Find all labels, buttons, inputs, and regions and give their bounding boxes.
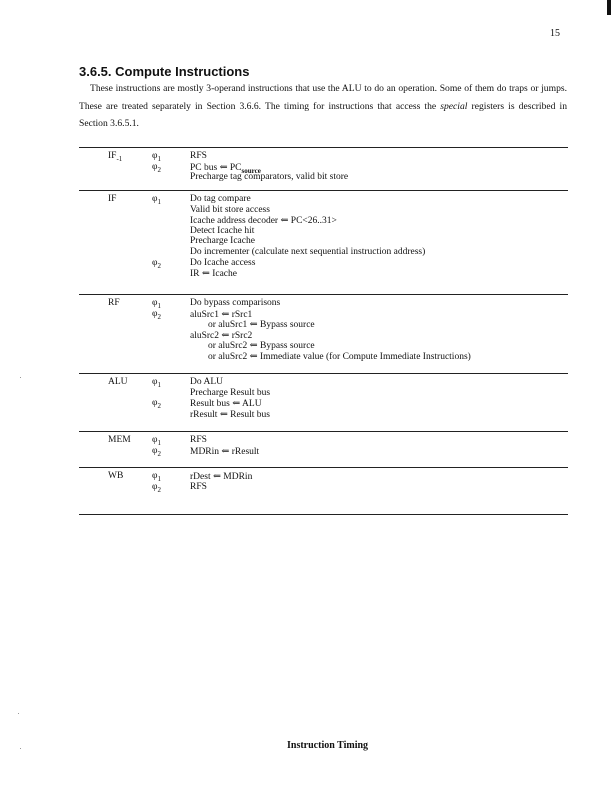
table-bottom-rule (79, 514, 568, 515)
stage-name-subscript: -1 (116, 154, 123, 163)
intro-text-1: These instructions are mostly 3-operand instructions that use the ALU to do an operation. Some of them do traps or jumps. These are treated separately in Section 3.6.6. The timing for instructions that access the (79, 83, 567, 112)
timing-row (79, 268, 568, 279)
phase-label: $\varphi_2$ (152, 481, 161, 494)
operation-text: RFS (190, 481, 207, 492)
operation-text: aluSrc1 ⇐ rSrc1 (190, 309, 253, 320)
operation-text: RFS (190, 435, 207, 445)
page-number: 15 (550, 28, 560, 39)
operation-text: Do bypass comparisons (190, 298, 281, 308)
pipeline-stage-rf (79, 294, 568, 367)
pipeline-stage-if (79, 190, 568, 284)
phase-subscript: 2 (157, 261, 161, 270)
operation-text: RFS (190, 151, 207, 161)
phase-subscript: 1 (157, 474, 161, 483)
timing-row (79, 388, 568, 399)
stage-name: $IF_{-1}$ (108, 151, 123, 163)
timing-row (79, 205, 568, 216)
phase-label: $\varphi_1$ (152, 194, 161, 206)
timing-row (79, 351, 568, 362)
timing-row (79, 309, 568, 320)
operation-text: IR ⇐ Icache (190, 269, 237, 280)
operation-text: Result bus ⇐ ALU (190, 399, 262, 410)
phase-label: $\varphi_1$ (152, 298, 161, 310)
phase-label: $\varphi_2$ (152, 257, 161, 270)
stage-name: IF (108, 194, 117, 204)
pipeline-stage-wb (79, 467, 568, 497)
intro-paragraph (79, 80, 567, 133)
operation-text: rDest ⇐ MDRin (190, 472, 253, 482)
phase-subscript: 1 (157, 380, 161, 389)
pipeline-stage-mem (79, 431, 568, 461)
intro-text-2: registers is described in Section 3.6.5.1. (79, 100, 567, 129)
timing-row (79, 398, 568, 409)
operation-text: Precharge Result bus (190, 387, 271, 398)
pipeline-stage-if-minus-1 (79, 147, 568, 188)
phase-label: $\varphi_2$ (152, 308, 161, 321)
timing-row (79, 319, 568, 330)
page-footer: Instruction Timing (287, 740, 369, 751)
timing-row (79, 172, 568, 183)
phase-label: $\varphi_2$ (152, 398, 161, 411)
timing-row (79, 446, 568, 457)
timing-row (79, 194, 568, 205)
operation-text: MDRin ⇐ rResult (190, 446, 260, 457)
phase-subscript: 1 (157, 154, 161, 163)
scan-speck (20, 748, 21, 749)
operation-subscript: source (241, 166, 261, 175)
timing-row (79, 471, 568, 482)
timing-row (79, 377, 568, 388)
operation-text: or aluSrc1 ⇐ Bypass source (208, 320, 315, 331)
intro-emphasis: special (440, 100, 468, 112)
timing-row (79, 226, 568, 237)
operation-text: Precharge tag comparators, valid bit store (190, 172, 349, 183)
timing-row (79, 340, 568, 351)
operation-text: Do Icache access (190, 257, 256, 268)
operation-text: Do ALU (190, 377, 223, 387)
timing-row (79, 258, 568, 269)
timing-row (79, 298, 568, 309)
section-heading: 3.6.5. Compute Instructions (79, 64, 250, 79)
operation-text: Detect Icache hit (190, 225, 255, 236)
timing-row (79, 409, 568, 420)
operation-text: rResult ⇐ Result bus (190, 409, 271, 420)
operation-text: Do incrementer (calculate next sequential instruction address) (190, 247, 426, 257)
stage-name: ALU (108, 377, 128, 387)
timing-row (79, 482, 568, 493)
operation-text: aluSrc2 ⇐ rSrc2 (190, 330, 253, 341)
operation-text: Precharge Icache (190, 236, 255, 247)
phase-subscript: 2 (157, 402, 161, 411)
timing-row (79, 435, 568, 446)
operation-text: or aluSrc2 ⇐ Immediate value (for Compute Immediate Instructions) (208, 352, 471, 362)
timing-row (79, 151, 568, 162)
operation-text: or aluSrc2 ⇐ Bypass source (208, 341, 315, 352)
phase-subscript: 2 (157, 165, 161, 174)
scan-speck (18, 713, 19, 714)
timing-row (79, 236, 568, 247)
page-edge-mark (607, 0, 611, 15)
scan-speck (20, 377, 21, 378)
operation-text: Valid bit store access (190, 204, 270, 215)
pipeline-stage-alu (79, 373, 568, 424)
timing-row (79, 162, 568, 173)
phase-label: $\varphi_2$ (152, 161, 161, 174)
phase-label: $\varphi_1$ (152, 471, 161, 483)
operation-text: PC bus ⇐ $PC_{source}$ (190, 162, 261, 175)
phase-label: $\varphi_2$ (152, 445, 161, 458)
stage-name: MEM (108, 435, 131, 445)
timing-row (79, 247, 568, 258)
timing-row (79, 330, 568, 341)
phase-subscript: 2 (157, 312, 161, 321)
phase-subscript: 1 (157, 438, 161, 447)
phase-subscript: 1 (157, 301, 161, 310)
stage-name: WB (108, 471, 124, 481)
phase-label: $\varphi_1$ (152, 151, 161, 163)
phase-label: $\varphi_1$ (152, 435, 161, 447)
operation-text: Icache address decoder ⇐ PC<26..31> (190, 216, 337, 227)
phase-subscript: 1 (157, 197, 161, 206)
phase-label: $\varphi_1$ (152, 377, 161, 389)
timing-row (79, 215, 568, 226)
operation-text: Do tag compare (190, 194, 251, 204)
phase-subscript: 2 (157, 449, 161, 458)
stage-name: RF (108, 298, 120, 308)
phase-subscript: 2 (157, 485, 161, 494)
